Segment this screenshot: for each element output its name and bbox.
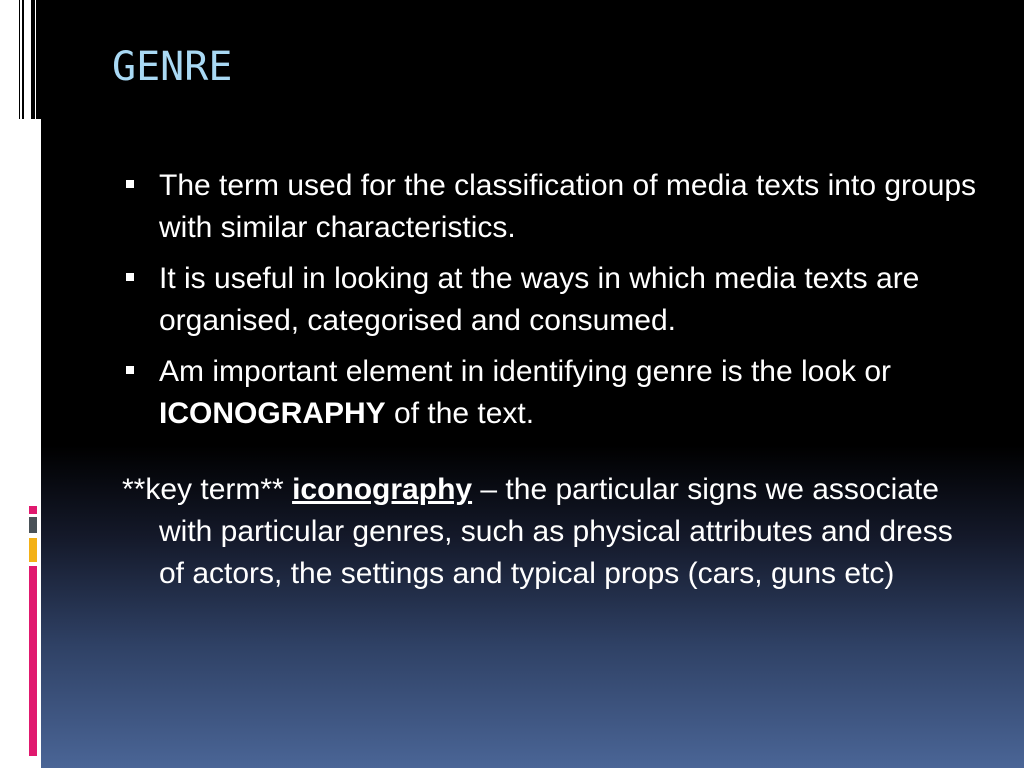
top-stripe-decoration [22,0,24,119]
bullet-text: The term used for the classification of media texts into groups with similar characteristics. [159,169,977,244]
key-term-word: iconography [292,473,473,506]
square-bullet-icon [126,180,134,188]
square-bullet-icon [126,366,134,374]
top-stripe-decoration [36,0,41,119]
bullet-text-pre: Am important element in identifying genre is the look or [159,355,892,388]
bullet-emphasis: ICONOGRAPHY [159,397,386,430]
bullet-item [122,165,982,249]
key-term-prefix: **key term** [122,473,293,506]
accent-block-grey [29,517,37,533]
key-term-definition-text: – the particular signs we associate with particular genres, such as physical attributes and dress of actors, the settings and typical props (cars, guns etc) [159,473,953,590]
bullet-item [122,258,982,342]
top-stripe-decoration [25,0,30,119]
top-stripe-decoration [31,0,35,119]
key-term-definition [122,469,982,595]
accent-block-pink [29,506,37,514]
slide-body [122,165,982,595]
bullet-item [122,351,982,435]
bullet-list [122,165,982,435]
bullet-text: It is useful in looking at the ways in which media texts are organised, categorised and consumed. [159,262,920,337]
accent-block-gold [29,538,37,562]
slide-title: GENRE [112,44,233,90]
bullet-text-post: of the text. [385,397,535,430]
accent-bar-pink [29,566,37,756]
square-bullet-icon [126,273,134,281]
top-stripe-decoration [19,0,20,119]
